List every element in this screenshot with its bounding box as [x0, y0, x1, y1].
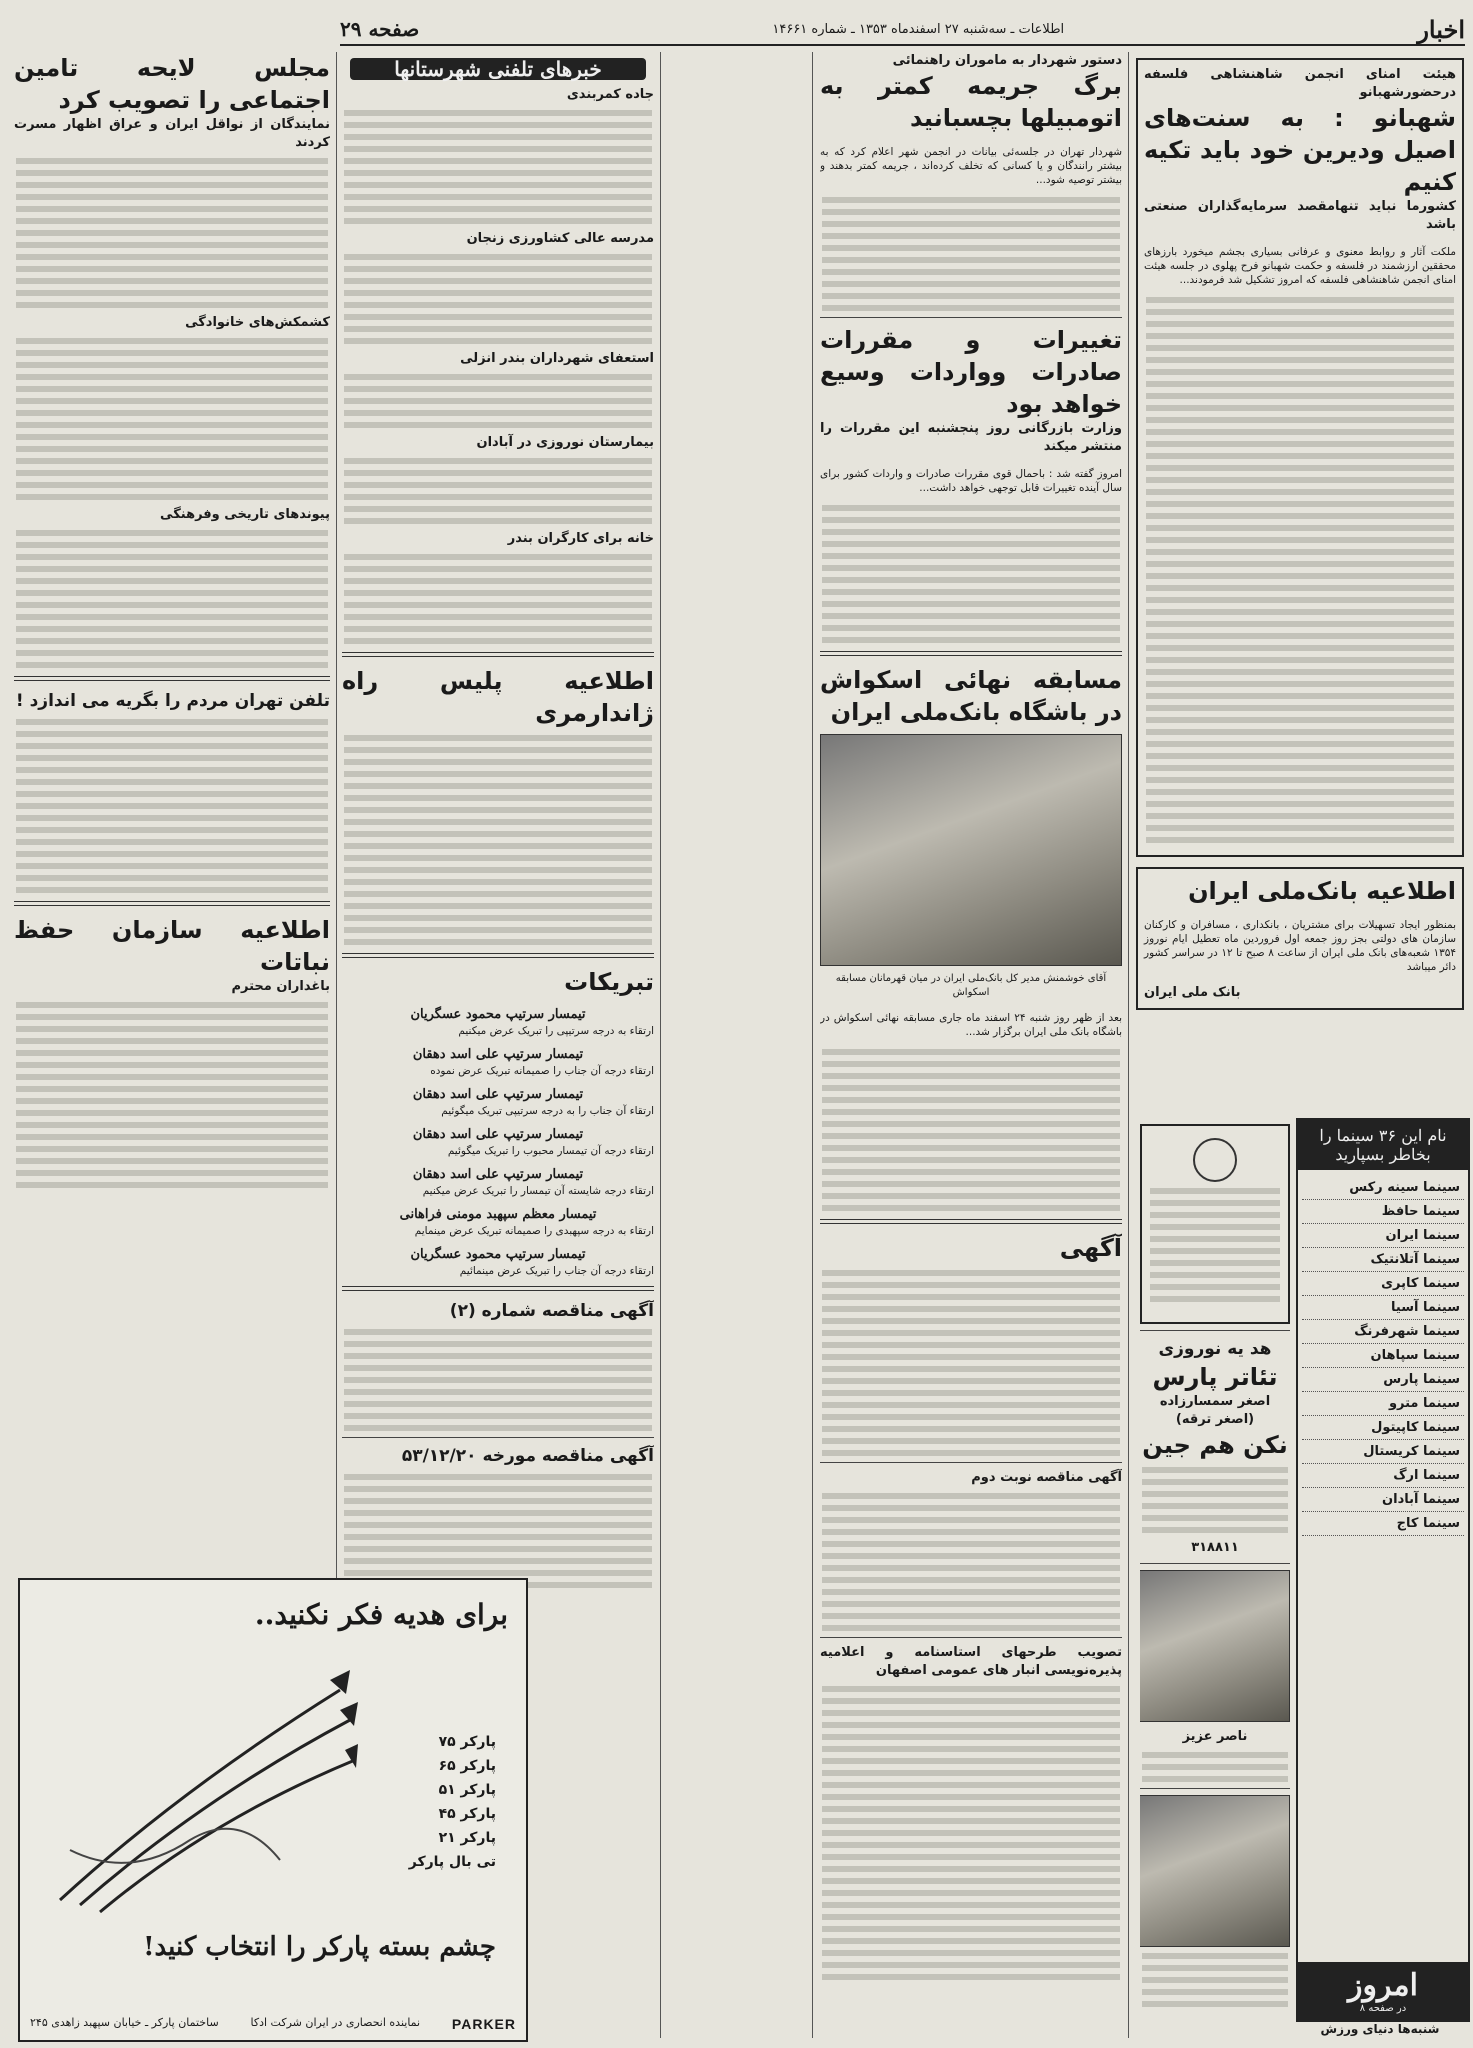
tender-title: آگهی مناقصه شماره (۲) — [449, 1301, 654, 1321]
column-rule — [660, 52, 661, 2038]
congrats-item-body: ارتقاء درجه آن جناب را صمیمانه تبریک عرض نموده — [430, 1065, 654, 1077]
fines-body: شهردار تهران در جلسه‌ئی بیانات در انجمن شهر اعلام کرد که به بیشتر رانندگان و یا کسانی که تخلف کرده‌اند ، جریمه کمتر بدهند و بیشتر توصیه شود... — [820, 145, 1122, 186]
squash-photo — [820, 734, 1122, 966]
congrats-item-title: تیمسار سرتیپ علی اسد دهقان — [412, 1127, 584, 1142]
parker-model-item: پارکر ۲۱ — [438, 1830, 496, 1846]
congrats-item-title: تیمسار سرتیپ محمود عسگریان — [410, 1007, 586, 1022]
theater-ad-column — [1140, 1118, 1290, 2038]
portrait-photo — [1140, 1570, 1290, 1722]
theater-ad-title: هد یه نوروزی — [1158, 1339, 1272, 1359]
cinema-list-item: سینما آسیا — [1302, 1296, 1464, 1320]
page-number: صفحه ۲۹ — [340, 17, 420, 41]
congrats-item-title: تیمسار سرتیپ علی اسد دهقان — [412, 1167, 584, 1182]
parker-model-item: تی بال پارکر — [408, 1854, 496, 1870]
sports-footer — [1300, 2022, 1460, 2046]
philosophy-body: ملکت آثار و روابط معنوی و عرفانی بسیاری بجشم میخورد بارزهای محققین ارزشمند در فلسفه و حکمت شهبانو فرح پهلوی در جلسه هیئت امنای انجمن شاهنشاهی فلسفه که امروز تشکیل شد فرمودند... — [1144, 245, 1456, 286]
cinema-list-item: سینما شهرفرنگ — [1302, 1320, 1464, 1344]
pen-illustration-icon — [40, 1650, 360, 1920]
parker-tagline: چشم بسته پارکر را انتخاب کنید! — [143, 1932, 496, 1962]
cinema-list-item: سینما کاپیتول — [1302, 1416, 1464, 1440]
item-title: جاده کمربندی — [566, 87, 654, 102]
trade-body: امروز گفته شد : باحمال قوی مقررات صادرات و واردات کشور برای سال آینده تغییرات قابل توجهی خواهد داشت... — [820, 467, 1122, 494]
congrats-list — [342, 1008, 654, 1278]
parker-brand: PARKER — [451, 2016, 516, 2032]
congrats-title: تبریکات — [564, 968, 654, 996]
parker-address: ساختمان پارکر ـ خیابان سپهبد زاهدی ۲۴۵ — [30, 2016, 219, 2029]
body-text-lines — [1144, 297, 1456, 843]
footer-weekly2: دنیای ورزش — [1320, 2022, 1394, 2036]
center-right-column — [820, 52, 1122, 2032]
cinema-list-item: سینما آبادان — [1302, 1488, 1464, 1512]
parker-ad — [18, 1578, 528, 2042]
cinema-list-item: سینما ارگ — [1302, 1464, 1464, 1488]
fines-kicker: دستور شهردار به ماموران راهنمائی — [892, 53, 1122, 68]
squash-caption: آقای خوشمنش مدیر کل بانک‌ملی ایران در میان قهرمانان مسابقه اسکواش — [835, 973, 1107, 998]
philosophy-kicker: هیئت امنای انجمن شاهنشاهی فلسفه درحضورشهبانو — [1144, 67, 1456, 100]
social-security-headline: مجلس لایحه تامین اجتماعی را تصویب کرد — [14, 54, 330, 114]
right-column — [1136, 52, 1464, 1102]
congrats-item-body: ارتقاء درجه شایسته آن تیمسار را تبریک عرض میکنیم — [422, 1185, 654, 1197]
congrats-item-body: ارتقاء درجه آن جناب را تبریک عرض مینمائیم — [459, 1265, 654, 1277]
plant-protection-title: اطلاعیه سازمان حفظ نباتات — [14, 916, 330, 976]
social-security-sub: نمایندگان از نواقل ایران و عراق اظهار مسرت کردند — [14, 117, 330, 150]
philosophy-sub: کشورما نباید تنهامقصد سرمایه‌گذاران صنعتی باشد — [1144, 199, 1456, 232]
philosophy-box — [1136, 58, 1464, 857]
congrats-item-body: ارتقاء به درجه سرتیپی را تبریک عرض میکنیم — [458, 1025, 654, 1037]
bank-notice-body: بمنظور ایجاد تسهیلات برای مشتریان ، بانکداری ، مسافران و کارکنان سازمان های دولتی بجز روز جمعه اول فروردین ماه تعطیل ایام نوروز ۱۳۵۴ شعبه‌های بانک ملی ایران از ساعت ۸ صبح تا ۱۲ در سراسر کشور دائر میباشد — [1144, 918, 1456, 973]
parker-model-item: پارکر ۴۵ — [438, 1806, 496, 1822]
cinema-list-item: سینما کاپری — [1302, 1272, 1464, 1296]
cinema-list-item: سینما سپاهان — [1302, 1344, 1464, 1368]
bank-notice — [1136, 867, 1464, 1010]
congrats-item-title: تیمسار معظم سپهبد مومنی فراهانی — [399, 1207, 597, 1222]
portrait-name: ناصر عزیز — [1182, 1729, 1248, 1744]
congrats-item-body: ارتقاء آن جناب را به درجه سرتیپی تبریک میگوئیم — [441, 1105, 654, 1117]
parker-models — [409, 1730, 496, 1874]
column-rule — [1128, 52, 1129, 2038]
left-column — [14, 52, 330, 1562]
item-title: مدرسه عالی کشاورزی زنجان — [466, 231, 654, 246]
item-title: بیمارستان نوروزی در آبادان — [476, 435, 654, 450]
portrait-photo-2 — [1140, 1795, 1290, 1947]
police-notice-title: اطلاعیه پلیس راه ژاندارمری — [342, 667, 654, 727]
bank-notice-sign: بانک ملی ایران — [1144, 985, 1241, 1000]
tender2-title: آگهی مناقصه مورخه ۵۳/۱۲/۲۰ — [401, 1446, 654, 1466]
cinema-ad — [1296, 1118, 1470, 2022]
cinema-list — [1298, 1170, 1468, 1542]
cinema-list-item: سینما حافظ — [1302, 1200, 1464, 1224]
provinces-banner: خبرهای تلفنی شهرستانها — [350, 58, 646, 80]
footer-weekly: شنبه‌ها — [1397, 2022, 1440, 2036]
trade-sub: وزارت بازرگانی روز پنجشنبه این مقررات را منتشر میکند — [820, 421, 1122, 454]
parker-model-item: پارکر ۷۵ — [438, 1734, 496, 1750]
ad2-title: آگهی مناقصه نوبت دوم — [971, 1470, 1122, 1485]
cinema-ad-emrooz: امروز — [1348, 1968, 1418, 2003]
family-sub: کشمکش‌های خانوادگی — [185, 315, 330, 330]
phone-headline: تلفن تهران مردم را بگریه می اندازد ! — [15, 691, 330, 711]
cinema-ad-top: نام این ۳۶ سینما را بخاطر بسپارید — [1298, 1120, 1468, 1170]
parker-footer — [30, 2016, 516, 2032]
theater-phone: ۳۱۸۸۱۱ — [1191, 1540, 1239, 1555]
congrats-item-body: ارتقاء درجه آن تیمسار محبوب را تبریک میگوئیم — [447, 1145, 654, 1157]
congrats-item-body: ارتقاء به درجه سپهبدی را صمیمانه تبریک عرض مینمایم — [414, 1225, 654, 1237]
cinema-list-item: سینما سینه رکس — [1302, 1176, 1464, 1200]
item-title: خانه برای کارگران بندر — [507, 531, 654, 546]
plant-protection-sub: باغداران محترم — [231, 979, 330, 994]
ad1-title: آگهی — [1059, 1234, 1122, 1262]
cinema-list-item: سینما کاج — [1302, 1512, 1464, 1536]
cinema-list-item: سینما کریستال — [1302, 1440, 1464, 1464]
parker-dealer: نماینده انحصاری در ایران شرکت ادکا — [250, 2016, 421, 2029]
cinema-list-item: سینما مترو — [1302, 1392, 1464, 1416]
emblem-icon — [1193, 1138, 1237, 1182]
theater-play: نکن هم جین — [1142, 1431, 1288, 1459]
culture-sub: پیوندهای تاریخی وفرهنگی — [160, 507, 330, 522]
ad3-title: تصویب طرحهای استاسنامه و اعلامیه پذیره‌نویسی انبار های عمومی اصفهان — [820, 1645, 1122, 1678]
squash-headline: مسابقه نهائی اسکواش در باشگاه بانک‌ملی ایران — [820, 666, 1122, 726]
parker-model-item: پارکر ۶۵ — [438, 1758, 496, 1774]
theater-star: اصغر سمسارزاده (اصغر ترقه) — [1159, 1394, 1271, 1427]
cinema-ad-bottom-sub: در صفحه ۸ — [1359, 2003, 1407, 2014]
parker-headline: برای هدیه فکر نکنید.. — [254, 1598, 508, 1631]
masthead-logo: اخبار — [1417, 14, 1465, 44]
trade-headline: تغییرات و مقررات صادرات وواردات وسیع خواهد بود — [820, 326, 1122, 418]
theater-venue: تئاتر پارس — [1152, 1363, 1278, 1391]
cinema-list-item: سینما پارس — [1302, 1368, 1464, 1392]
item-title: استعفای شهرداران بندر انزلی — [460, 351, 654, 366]
fines-headline: برگ جریمه کمتر به اتومبیلها بچسبانید — [820, 72, 1122, 132]
certificate-ad — [1140, 1124, 1290, 1324]
cinema-list-item: سینما آتلانتیک — [1302, 1248, 1464, 1272]
parker-model-item: پارکر ۵۱ — [438, 1782, 496, 1798]
congrats-item-title: تیمسار سرتیپ علی اسد دهقان — [412, 1087, 584, 1102]
congrats-item-title: تیمسار سرتیپ علی اسد دهقان — [412, 1047, 584, 1062]
masthead — [340, 14, 1465, 46]
bank-notice-title: اطلاعیه بانک‌ملی ایران — [1188, 877, 1456, 905]
column-rule — [812, 52, 813, 2038]
cinema-ad-bottom — [1298, 1962, 1468, 2020]
philosophy-headline: شهبانو : به سنت‌های اصیل ودیرین خود باید تکیه کنیم — [1144, 104, 1456, 196]
issue-line: اطلاعات ـ سه‌شنبه ۲۷ اسفندماه ۱۳۵۳ ـ شماره ۱۴۶۶۱ — [772, 21, 1065, 37]
squash-body: بعد از ظهر روز شنبه ۲۴ اسفند ماه جاری مسابقه نهائی اسکواش در باشگاه بانک ملی ایران برگزار شد... — [820, 1011, 1122, 1038]
congrats-item-title: تیمسار سرتیپ محمود عسگریان — [410, 1247, 586, 1262]
cinema-list-item: سینما ایران — [1302, 1224, 1464, 1248]
